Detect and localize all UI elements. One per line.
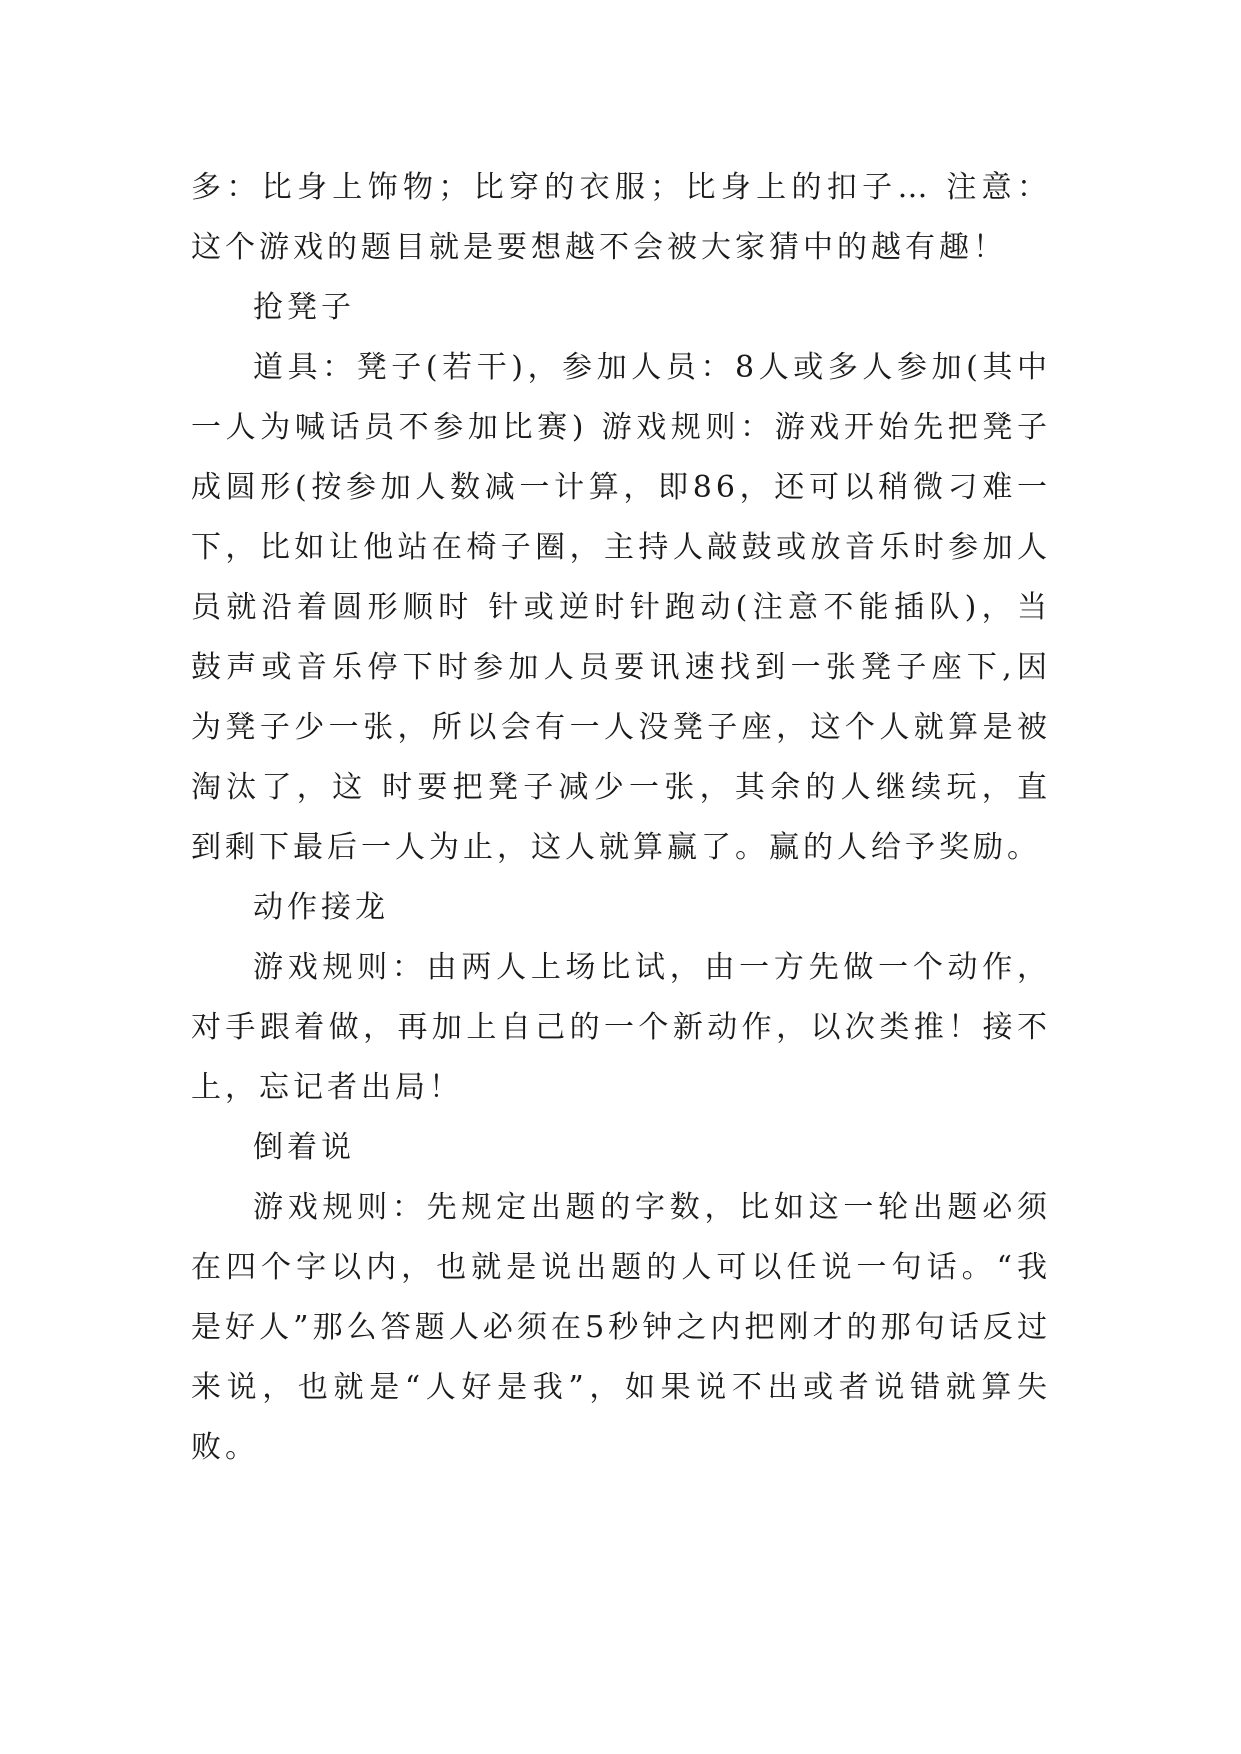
paragraph-say-backwards-rules: 游戏规则：先规定出题的字数，比如这一轮出题必须在四个字以内，也就是说出题的人可以任说一句话。“我是好人”那么答题人必须在5秒钟之内把刚才的那句话反过来说，也就是“人好是我”，如果说不出或者说错就算失败。 — [191, 1190, 1051, 1465]
paragraph-compare-notes: 多：比身上饰物；比穿的衣服；比身上的扣子… 注意：这个游戏的题目就是要想越不会被大家猜中的越有趣！ — [191, 170, 1051, 265]
paragraph-action-relay-rules: 游戏规则：由两人上场比试，由一方先做一个动作，对手跟着做，再加上自己的一个新动作，以次类推！接不上，忘记者出局！ — [191, 950, 1051, 1105]
heading-action-relay: 动作接龙 — [253, 890, 389, 925]
heading-grab-stool: 抢凳子 — [253, 290, 355, 325]
paragraph-grab-stool-rules: 道具：凳子(若干)，参加人员：8人或多人参加(其中一人为喊话员不参加比赛) 游戏规则：游戏开始先把凳子成圆形(按参加人数减一计算，即86，还可以稍微刁难一下，比如让他站在椅子圈，主持人敲鼓或放音乐时参加人员就沿着圆形顺时 针或逆时针跑动(注意不能插队)，当鼓声或音乐停下时参加人员要讯速找到一张凳子座下,因为凳子少一张，所以会有一人没凳子座，这个人就算是被淘汰了，这 时要把凳子减少一张，其余的人继续玩，直到剩下最后一人为止，这人就算赢了。赢的人给予奖励。 — [191, 350, 1051, 865]
document-body — [191, 158, 1051, 1478]
heading-say-backwards: 倒着说 — [253, 1130, 355, 1165]
